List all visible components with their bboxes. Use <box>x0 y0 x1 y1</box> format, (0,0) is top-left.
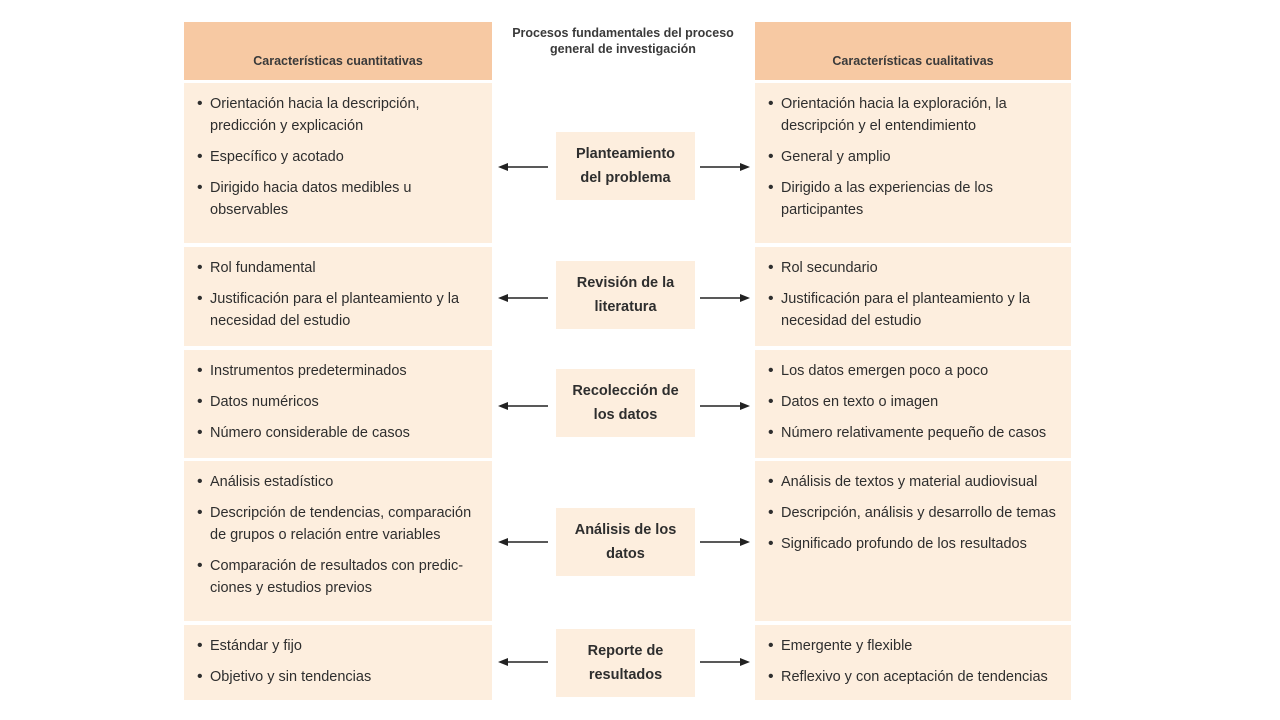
qualitative-list <box>768 257 1063 332</box>
list-item: • Descripción de tendencias, comparación de grupos o relación entre variables <box>197 502 484 546</box>
qualitative-cell <box>755 461 1071 621</box>
quantitative-cell <box>184 461 492 621</box>
list-item: • Rol fundamental <box>197 257 484 279</box>
list-item: • Análisis estadístico <box>197 471 484 493</box>
qualitative-cell <box>755 83 1071 243</box>
right-arrow-icon <box>700 293 750 303</box>
list-item: • Justificación para el planteamiento y la necesidad del estudio <box>768 288 1063 332</box>
list-item: • Comparación de resultados con predic-ciones y estudios previos <box>197 555 484 599</box>
list-item: • Emergente y flexible <box>768 635 1063 657</box>
process-label: Recolección de los datos <box>572 383 679 423</box>
header-processes-label: Procesos fundamentales del proceso general de investigación <box>512 26 734 56</box>
quantitative-list <box>197 635 484 688</box>
quantitative-list <box>197 257 484 332</box>
qualitative-list <box>768 93 1063 221</box>
list-item: • Datos numéricos <box>197 391 484 413</box>
right-arrow-icon <box>700 162 750 172</box>
quantitative-list <box>197 93 484 221</box>
process-label: Análisis de los datos <box>574 522 677 562</box>
process-label: Planteamiento del problema <box>575 146 676 186</box>
list-item: • Específico y acotado <box>197 146 484 168</box>
list-item: • Los datos emergen poco a poco <box>768 360 1063 382</box>
quantitative-cell <box>184 350 492 458</box>
list-item: • Instrumentos predeterminados <box>197 360 484 382</box>
list-item: • Dirigido a las experiencias de los participantes <box>768 177 1063 221</box>
process-box <box>556 629 695 697</box>
right-arrow-icon <box>700 401 750 411</box>
process-box <box>556 508 695 576</box>
process-label: Revisión de la literatura <box>576 275 675 315</box>
header-qualitative-label: Características cualitativas <box>832 54 994 69</box>
qualitative-list <box>768 360 1063 444</box>
right-arrow-icon <box>700 537 750 547</box>
list-item: • Reflexivo y con aceptación de tendencias <box>768 666 1063 688</box>
left-arrow-icon <box>498 401 548 411</box>
list-item: • Orientación hacia la exploración, la descripción y el entendimiento <box>768 93 1063 137</box>
list-item: • Estándar y fijo <box>197 635 484 657</box>
left-arrow-icon <box>498 657 548 667</box>
list-item: • Orientación hacia la descripción, predicción y explicación <box>197 93 484 137</box>
list-item: • Rol secundario <box>768 257 1063 279</box>
quantitative-list <box>197 360 484 444</box>
quantitative-cell <box>184 625 492 700</box>
header-quantitative-label: Características cuantitativas <box>253 54 423 69</box>
header-processes <box>495 22 751 80</box>
list-item: • Dirigido hacia datos medibles u observables <box>197 177 484 221</box>
list-item: • Significado profundo de los resultados <box>768 533 1063 555</box>
qualitative-cell <box>755 350 1071 458</box>
process-label: Reporte de resultados <box>587 643 664 683</box>
list-item: • Número relativamente pequeño de casos <box>768 422 1063 444</box>
quantitative-list <box>197 471 484 599</box>
header-qualitative <box>755 22 1071 80</box>
list-item: • Número considerable de casos <box>197 422 484 444</box>
list-item: • Objetivo y sin tendencias <box>197 666 484 688</box>
left-arrow-icon <box>498 537 548 547</box>
list-item: • Descripción, análisis y desarrollo de temas <box>768 502 1063 524</box>
right-arrow-icon <box>700 657 750 667</box>
left-arrow-icon <box>498 293 548 303</box>
qualitative-cell <box>755 625 1071 700</box>
left-arrow-icon <box>498 162 548 172</box>
qualitative-cell <box>755 247 1071 346</box>
process-box <box>556 369 695 437</box>
list-item: • Análisis de textos y material audiovisual <box>768 471 1063 493</box>
process-box <box>556 132 695 200</box>
comparison-table <box>184 22 1071 700</box>
qualitative-list <box>768 635 1063 688</box>
list-item: • General y amplio <box>768 146 1063 168</box>
process-box <box>556 261 695 329</box>
list-item: • Justificación para el planteamiento y la necesidad del estudio <box>197 288 484 332</box>
header-quantitative <box>184 22 492 80</box>
qualitative-list <box>768 471 1063 555</box>
quantitative-cell <box>184 83 492 243</box>
quantitative-cell <box>184 247 492 346</box>
list-item: • Datos en texto o imagen <box>768 391 1063 413</box>
